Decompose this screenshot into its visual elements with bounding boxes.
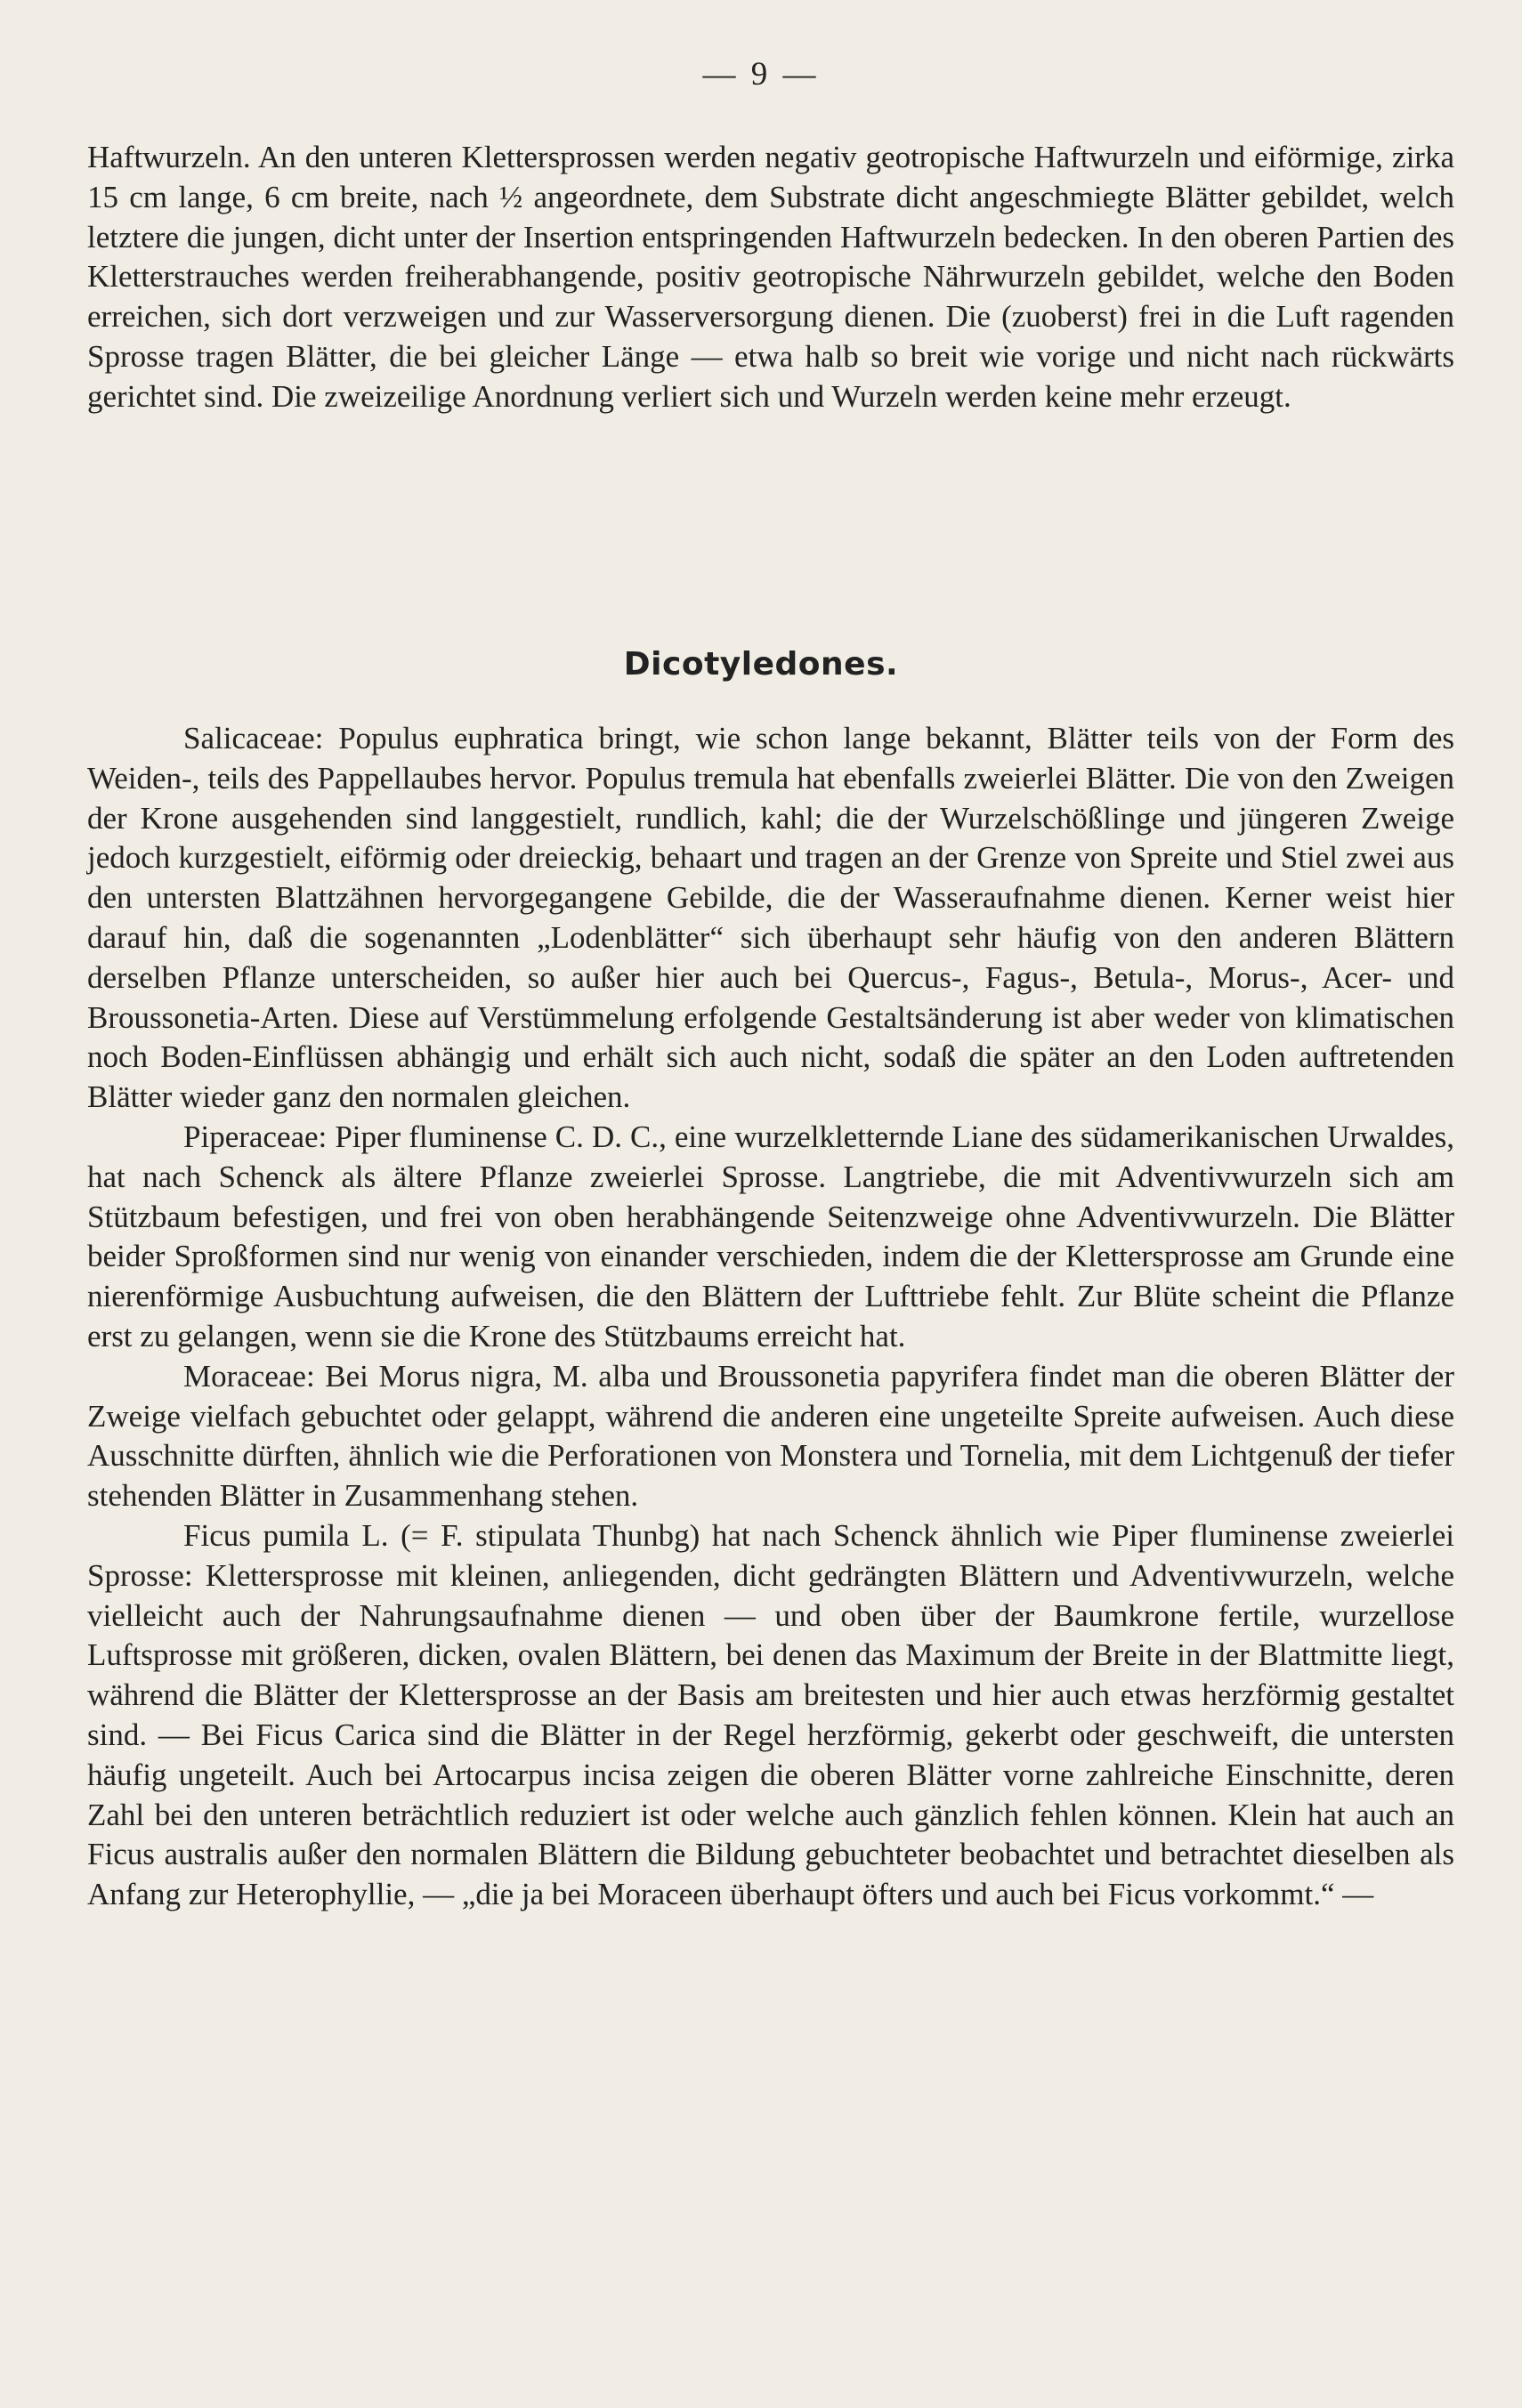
paragraph-salicaceae: Salicaceae: Populus euphratica bringt, wie schon lange bekannt, Blätter teils von der Form des Weiden-, teils des Pappellaubes hervor. Populus tremula hat ebenfalls zweierlei Blätter. Die von den Zweigen der Krone ausgehenden sind langgestielt, rundlich, kahl; die der Wurzelschößlinge und jüngeren Zweige jedoch kurzgestielt, eiförmig oder dreieckig, behaart und tragen an der Grenze von Spreite und Stiel zwei aus den untersten Blattzähnen hervorgegangene Gebilde, die der Wasseraufnahme dienen. Kerner weist hier darauf hin, daß die sogenannten „Lodenblätter“ sich überhaupt sehr häufig von den anderen Blättern derselben Pflanze unterscheiden, so außer hier auch bei Quercus-, Fagus-, Betula-, Morus-, Acer- und Broussonetia-Arten. Diese auf Verstümmelung erfolgende Gestaltsänderung ist aber weder von klimatischen noch Boden-Einflüssen abhängig und erhält sich auch nicht, sodaß die später an den Loden auftretenden Blätter wieder ganz den normalen gleichen. (87, 721, 1454, 1115)
paragraph-text: Haftwurzeln. An den unteren Klettersprossen werden negativ geotropische Haftwurzeln und eiförmige, zirka 15 cm lange, 6 cm breite, nach ½ angeordnete, dem Substrate dicht angeschmiegte Blätter gebildet, welch letztere die jungen, dicht unter der Insertion entspringenden Haftwurzeln bedecken. In den oberen Partien des Kletterstrauches werden freiherabhangende, positiv geotropische Nährwurzeln gebildet, welche den Boden erreichen, sich dort verzweigen und zur Wasserversorgung dienen. Die (zuoberst) frei in die Luft ragenden Sprosse tragen Blätter, die bei gleicher Länge — etwa halb so breit wie vorige und nicht nach rückwärts gerichtet sind. Die zweizeilige Anordnung verliert sich und Wurzeln werden keine mehr erzeugt. (87, 140, 1454, 414)
section-heading: Dicotyledones. (623, 646, 899, 683)
paragraph-ficus: Ficus pumila L. (= F. stipulata Thunbg) hat nach Schenck ähnlich wie Piper fluminense zweierlei Sprosse: Klettersprosse mit kleinen, anliegenden, dicht gedrängten Blättern und Adventivwurzeln, welche vielleicht auch der Nahrungsaufnahme dienen — und oben über der Baumkrone fertile, wurzellose Luftsprosse mit größeren, dicken, ovalen Blättern, bei denen das Maximum der Breite in der Blattmitte liegt, während die Blätter der Klettersprosse an der Basis am breitesten und hier auch etwas herzförmig gestaltet sind. — Bei Ficus Carica sind die Blätter in der Regel herzförmig, gekerbt oder geschweift, die untersten häufig ungeteilt. Auch bei Artocarpus incisa zeigen die oberen Blätter vorne zahlreiche Einschnitte, deren Zahl bei den unteren beträchtlich reduziert ist oder welche auch gänzlich fehlen können. Klein hat auch an Ficus australis außer den normalen Blättern die Bildung gebuchteter beobachtet und betrachtet dieselben als Anfang zur Heterophyllie, — „die ja bei Moraceen überhaupt öfters und auch bei Ficus vorkommt.“ — (87, 1517, 1454, 1912)
paragraph-piperaceae: Piperaceae: Piper fluminense C. D. C., eine wurzelkletternde Liane des südamerikanischen Urwaldes, hat nach Schenck als ältere Pflanze zweierlei Sprosse. Langtriebe, die mit Adventivwurzeln sich am Stützbaum befestigen, und frei von oben herabhängende Seitenzweige ohne Adventivwurzeln. Die Blätter beider Sproßformen sind nur wenig von einander verschieden, indem die der Klettersprosse am Grunde eine nierenförmige Ausbuchtung aufweisen, die den Blättern der Lufttriebe fehlt. Zur Blüte scheint die Pflanze erst zu gelangen, wenn sie die Krone des Stützbaums erreicht hat. (87, 1119, 1454, 1353)
page-number: — 9 — (702, 56, 820, 93)
paragraph-haftwurzeln (87, 138, 1454, 417)
paragraph-group-families (87, 719, 1454, 1915)
paragraph-moraceae: Moraceae: Bei Morus nigra, M. alba und Broussonetia papyrifera findet man die oberen Blätter der Zweige vielfach gebuchtet oder gelappt, während die anderen eine ungeteilte Spreite aufweisen. Auch diese Ausschnitte dürften, ähnlich wie die Perforationen von Monstera und Tornelia, mit dem Lichtgenuß der tiefer stehenden Blätter in Zusammenhang stehen. (87, 1358, 1454, 1514)
